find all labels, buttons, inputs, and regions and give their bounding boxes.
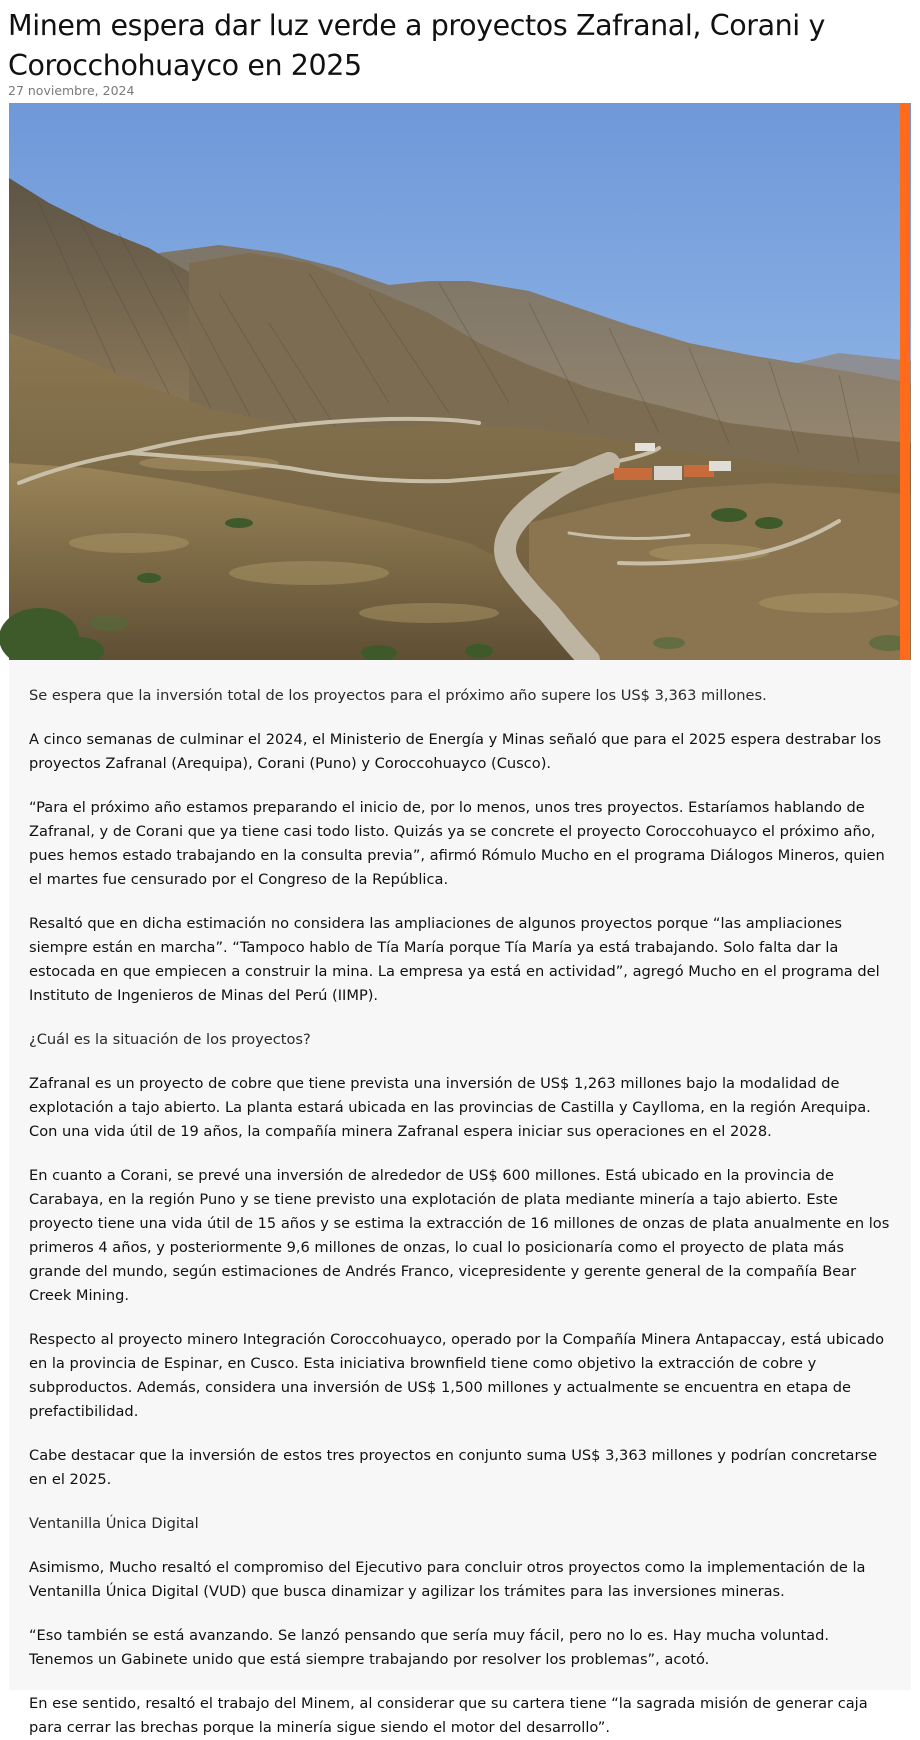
article-paragraph: “Para el próximo año estamos preparando el inicio de, por lo menos, unos tres proyectos. Estaríamos hablando de Zafranal, y de Corani que ya tiene casi todo listo. Quizás ya se concrete el proyecto Coroccohuayco el próximo año, pues hemos estado trabajando en la consulta previa”, afirmó Rómulo Mucho en el programa Diálogos Mineros, quien el martes fue censurado por el Congreso de la República.	[29, 799, 885, 888]
article-paragraph: En ese sentido, resaltó el trabajo del Minem, al considerar que su cartera tiene “la sagrada misión de generar caja para cerrar las brechas porque la minería sigue siendo el motor del desarrollo”.	[29, 1695, 868, 1736]
article-hero-image	[9, 103, 911, 660]
article-paragraph: En cuanto a Corani, se prevé una inversión de alrededor de US$ 600 millones. Está ubicado en la provincia de Carabaya, en la región Puno y se tiene previsto una explotación de plata mediante minería a tajo abierto. Este proyecto tiene una vida útil de 15 años y se estima la extracción de 16 millones de onzas de plata anualmente en los primeros 4 años, y posteriormente 9,6 millones de onzas, lo cual lo posicionaría como el proyecto de plata más grande del mundo, según estimaciones de Andrés Franco, vicepresidente y gerente general de la compañía Bear Creek Mining.	[29, 1167, 890, 1304]
article-subheading: Ventanilla Única Digital	[29, 1515, 199, 1532]
article-subheading: ¿Cuál es la situación de los proyectos?	[29, 1031, 311, 1048]
article-body	[9, 660, 911, 1736]
article-paragraph: Resaltó que en dicha estimación no considera las ampliaciones de algunos proyectos porque “las ampliaciones siempre están en marcha”. “Tampoco hablo de Tía María porque Tía María ya está trabajando. Solo falta dar la estocada en que empiecen a construir la mina. La empresa ya está en actividad”, agregó Mucho en el programa del Instituto de Ingenieros de Minas del Perú (IIMP).	[29, 915, 880, 1004]
article-date: 27 noviembre, 2024	[8, 83, 135, 98]
article-paragraph: Asimismo, Mucho resaltó el compromiso del Ejecutivo para concluir otros proyectos como la implementación de la Ventanilla Única Digital (VUD) que busca dinamizar y agilizar los trámites para las inversiones mineras.	[29, 1559, 866, 1600]
mountain-landscape-illustration	[9, 103, 911, 660]
article-title: Minem espera dar luz verde a proyectos Zafranal, Corani y Corocchohuayco en 2025	[8, 9, 825, 82]
article-paragraph: Respecto al proyecto minero Integración Coroccohuayco, operado por la Compañía Minera Antapaccay, está ubicado en la provincia de Espinar, en Cusco. Esta iniciativa brownfield tiene como objetivo la extracción de cobre y subproductos. Además, considera una inversión de US$ 1,500 millones y actualmente se encuentra en etapa de prefactibilidad.	[29, 1331, 885, 1420]
article-paragraph: Cabe destacar que la inversión de estos tres proyectos en conjunto suma US$ 3,363 millones y podrían concretarse en el 2025.	[29, 1447, 878, 1488]
article-lede: Se espera que la inversión total de los proyectos para el próximo año supere los US$ 3,363 millones.	[29, 687, 767, 704]
accent-bar	[900, 103, 910, 662]
article-paragraph: “Eso también se está avanzando. Se lanzó pensando que sería muy fácil, pero no lo es. Hay mucha voluntad. Tenemos un Gabinete unido que está siempre trabajando por resolver los problemas”, acotó.	[29, 1627, 830, 1668]
article-paragraph: A cinco semanas de culminar el 2024, el Ministerio de Energía y Minas señaló que para el 2025 espera destrabar los proyectos Zafranal (Arequipa), Corani (Puno) y Coroccohuayco (Cusco).	[29, 731, 882, 772]
article-paragraph: Zafranal es un proyecto de cobre que tiene prevista una inversión de US$ 1,263 millones bajo la modalidad de explotación a tajo abierto. La planta estará ubicada en las provincias de Castilla y Caylloma, en la región Arequipa. Con una vida útil de 19 años, la compañía minera Zafranal espera iniciar sus operaciones en el 2028.	[29, 1075, 871, 1140]
